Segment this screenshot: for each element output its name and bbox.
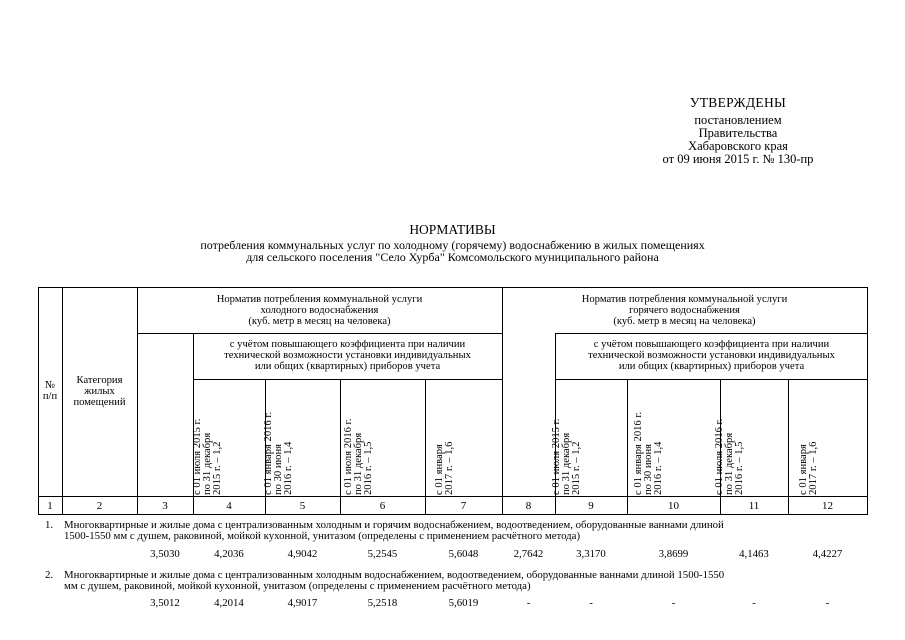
value-cell: 5,6019 bbox=[448, 597, 479, 609]
header-text: с учётом повышающего коэффициента при наличии bbox=[229, 339, 466, 350]
header-text: 2016 г. – 1,4 bbox=[283, 441, 294, 495]
header-coefficient-cold bbox=[193, 339, 502, 372]
header-text: 2016 г. – 1,5 bbox=[363, 441, 374, 495]
header-text: помещений bbox=[73, 397, 126, 408]
header-text: по 31 декабря bbox=[202, 432, 213, 495]
value-cell: - bbox=[752, 597, 756, 609]
approval-title: УТВЕРЖДЕНЫ bbox=[689, 95, 787, 110]
table-rule bbox=[555, 333, 868, 334]
header-text: с 01 января bbox=[434, 444, 445, 495]
value-cell: 3,8699 bbox=[658, 548, 689, 560]
value-cell: - bbox=[589, 597, 593, 609]
header-text: с 01 июля 2016 г. bbox=[343, 418, 354, 495]
header-text: 2016 г. – 1,4 bbox=[653, 441, 664, 495]
row-description bbox=[64, 570, 864, 592]
row-description-line: мм с душем, раковиной, мойкой кухонной, унитазом (определены с применением расчётного метода) bbox=[64, 580, 531, 592]
column-number: 1 bbox=[47, 500, 53, 512]
table-rule bbox=[38, 496, 868, 497]
value-cell: - bbox=[671, 597, 676, 609]
header-text: с 01 января 2016 г. bbox=[263, 411, 274, 495]
value-cell: - bbox=[526, 597, 531, 609]
document-heading bbox=[40, 224, 865, 263]
header-text: по 31 декабря bbox=[724, 432, 735, 495]
value-cell: 5,6048 bbox=[448, 548, 479, 560]
header-text: или общих (квартирных) приборов учета bbox=[618, 361, 805, 372]
column-number: 8 bbox=[525, 500, 532, 512]
header-text: 2015 г. – 1,2 bbox=[212, 441, 223, 495]
header-text: горячего водоснабжения bbox=[629, 305, 740, 316]
header-text: по 30 июня bbox=[273, 444, 284, 495]
table-border-bottom bbox=[38, 514, 868, 515]
header-text: с 01 января bbox=[798, 444, 809, 495]
header-period bbox=[264, 379, 342, 495]
column-number: 5 bbox=[299, 500, 306, 512]
header-text: по 31 декабря bbox=[561, 432, 572, 495]
value-cell: 3,5012 bbox=[150, 597, 180, 609]
header-text: холодного водоснабжения bbox=[260, 305, 379, 316]
header-text: (куб. метр в месяц на человека) bbox=[613, 316, 756, 327]
column-number: 4 bbox=[226, 500, 232, 512]
column-number: 9 bbox=[588, 500, 594, 512]
header-text: технической возможности установки индивидуальных bbox=[588, 350, 835, 361]
approval-block bbox=[640, 96, 836, 166]
value-cell: 4,2036 bbox=[214, 548, 244, 560]
header-text: (куб. метр в месяц на человека) bbox=[248, 316, 391, 327]
value-cell: 3,3170 bbox=[576, 548, 606, 560]
column-number: 2 bbox=[96, 500, 103, 512]
document-subtitle: для сельского поселения "Село Хурба" Комсомольского муниципального района bbox=[246, 250, 659, 264]
header-coefficient-hot bbox=[555, 339, 868, 372]
header-text: с 01 января 2016 г. bbox=[633, 411, 644, 495]
value-cell: - bbox=[825, 597, 830, 609]
header-text: № bbox=[44, 380, 56, 391]
column-number: 11 bbox=[748, 500, 760, 512]
row-description-line: Многоквартирные и жилые дома с централизованным холодным и горячим водоснабжением, водоотведением, оборудованные ваннами длиной bbox=[64, 519, 724, 531]
table-border-top bbox=[38, 287, 868, 288]
header-text: Норматив потребления коммунальной услуги bbox=[216, 294, 423, 305]
table-rule bbox=[137, 333, 502, 334]
header-text: с 01 июля 2016 г. bbox=[714, 418, 725, 495]
row-description bbox=[64, 520, 864, 542]
row-description-line: Многоквартирные и жилые дома с централизованным холодным водоснабжением, водоотведением, оборудованные ваннами длиной 1500-1550 bbox=[64, 569, 725, 581]
value-cell: 5,2545 bbox=[367, 548, 398, 560]
row-number: 2. bbox=[45, 569, 54, 581]
header-period bbox=[193, 379, 271, 495]
value-cell: 4,9042 bbox=[287, 548, 318, 560]
value-cell: 4,1463 bbox=[739, 548, 769, 560]
column-number: 3 bbox=[162, 500, 168, 512]
header-text: по 30 июня bbox=[643, 444, 654, 495]
document-subtitle: потребления коммунальных услуг по холодному (горячему) водоснабжению в жилых помещениях bbox=[200, 238, 705, 252]
header-category bbox=[62, 375, 137, 408]
header-text: п/п bbox=[42, 391, 58, 402]
value-cell: 3,5030 bbox=[150, 548, 180, 560]
header-text: 2015 г. – 1,2 bbox=[571, 441, 582, 495]
header-text: 2016 г. – 1,5 bbox=[734, 441, 745, 495]
approval-date: от 09 июня 2015 г. № 130-пр bbox=[662, 152, 814, 166]
header-period bbox=[344, 379, 422, 495]
approval-line: Правительства bbox=[698, 126, 778, 140]
column-number: 12 bbox=[822, 500, 833, 512]
header-text: с 01 июля 2015 г. bbox=[192, 418, 203, 495]
header-text: 2017 г. – 1,6 bbox=[808, 441, 819, 495]
header-hot-water bbox=[502, 294, 867, 327]
header-number bbox=[38, 380, 62, 402]
header-text: с учётом повышающего коэффициента при наличии bbox=[593, 339, 830, 350]
value-cell: 2,7642 bbox=[513, 548, 544, 560]
column-number: 10 bbox=[668, 500, 679, 512]
row-number: 1. bbox=[45, 519, 54, 531]
header-period bbox=[634, 379, 712, 495]
header-text: или общих (квартирных) приборов учета bbox=[254, 361, 441, 372]
header-period bbox=[435, 379, 493, 495]
value-cell: 4,2014 bbox=[214, 597, 244, 609]
header-text: Норматив потребления коммунальной услуги bbox=[581, 294, 788, 305]
header-period bbox=[552, 379, 630, 495]
table-border-right bbox=[867, 287, 868, 515]
approval-line: Хабаровского края bbox=[688, 139, 788, 153]
approval-line: постановлением bbox=[694, 113, 782, 127]
row-description-line: 1500-1550 мм с душем, раковиной, мойкой кухонной, унитазом (определены с применением расчётного метода) bbox=[64, 530, 581, 542]
column-number: 7 bbox=[460, 500, 467, 512]
header-text: жилых bbox=[84, 386, 115, 397]
header-period bbox=[799, 379, 857, 495]
document-title: НОРМАТИВЫ bbox=[409, 222, 496, 237]
value-cell: 4,9017 bbox=[287, 597, 318, 609]
value-cell: 4,4227 bbox=[812, 548, 843, 560]
value-cell: 5,2518 bbox=[367, 597, 398, 609]
header-text: 2017 г. – 1,6 bbox=[444, 441, 455, 495]
header-text: Категория bbox=[76, 375, 123, 386]
header-period bbox=[715, 379, 793, 495]
column-number: 6 bbox=[379, 500, 386, 512]
header-cold-water bbox=[137, 294, 502, 327]
table-rule bbox=[425, 379, 426, 515]
header-text: по 31 декабря bbox=[353, 432, 364, 495]
header-text: с 01 июля 2015 г. bbox=[551, 418, 562, 495]
header-text: технической возможности установки индивидуальных bbox=[224, 350, 471, 361]
